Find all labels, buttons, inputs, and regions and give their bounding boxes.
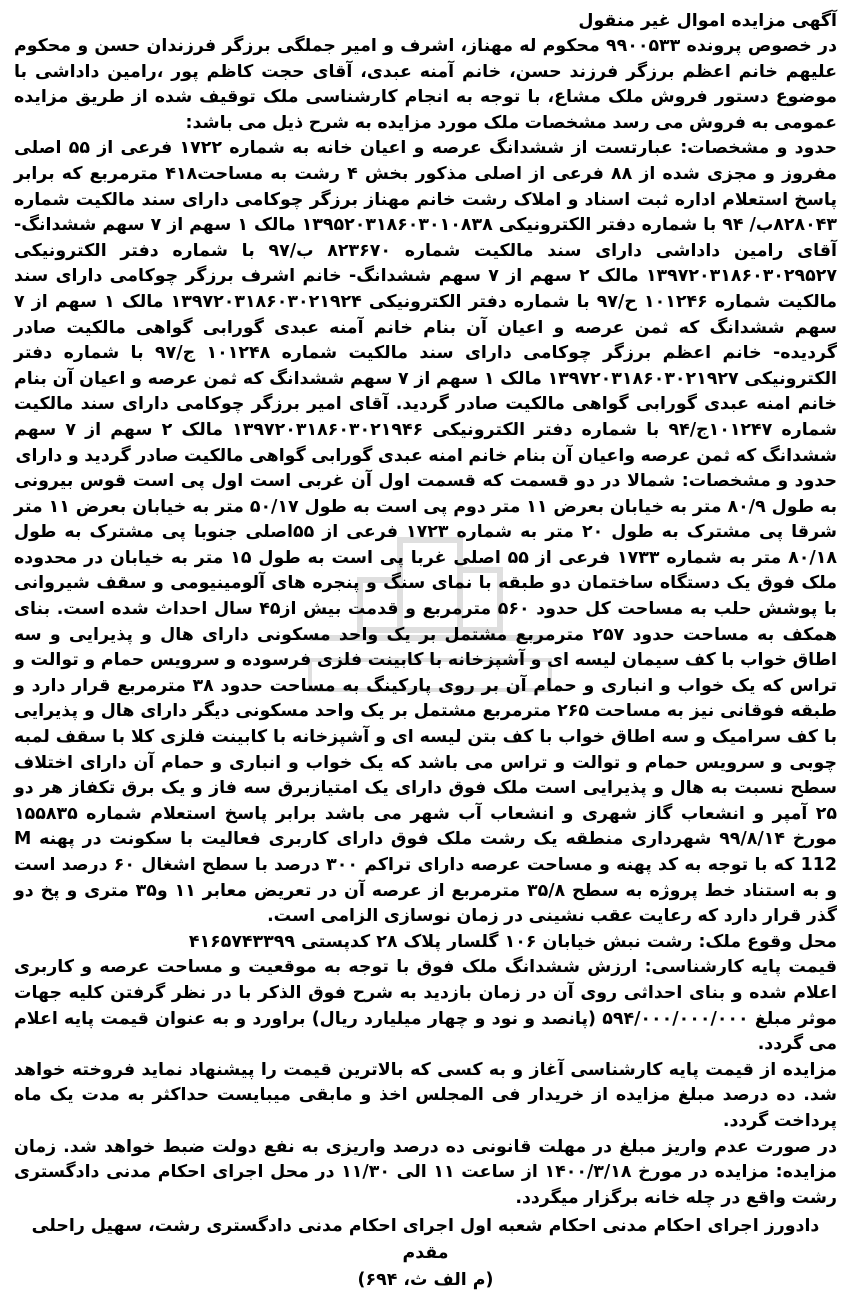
auction-notice (14, 8, 837, 1291)
notice-location: محل وقوع ملک: رشت نبش خیابان ۱۰۶ گلسار پلاک ۲۸ کدپستی ۴۱۶۵۷۴۳۳۹۹ (188, 931, 837, 952)
notice-auction-terms: مزایده از قیمت پایه کارشناسی آغاز و به کسی که بالاترین قیمت را پیشنهاد نماید فروخته خواهد شد. ده درصد مبلغ مزایده از خریدار فی المجلس اخذ و مابقی میبایست حداکثر به مدت یک ماه پرداخت گردد. (14, 1059, 837, 1131)
notice-signature: دادورز اجرای احکام مدنی احکام شعبه اول اجرای احکام مدنی دادگستری رشت، سهیل راحلی مقدم (31, 1216, 820, 1264)
notice-title: آگهی مزایده اموال غیر منقول (578, 11, 837, 31)
notice-boundaries-ownership: حدود و مشخصات: عبارتست از ششدانگ عرصه و اعیان خانه به شماره ۱۷۲۲ فرعی از ۵۵ اصلی مفروز و مجزی شده از ۸۸ فرعی از اصلی مذکور بخش ۴ رشت به مساحت۴۱۸ مترمربع که برابر پاسخ استعلام اداره ثبت اسناد و املاک رشت خانم مهناز برزگر چوکامی دارای سند مالکیت شماره ۸۲۸۰۴۳ب/ ۹۴ با شماره دفتر الکترونیکی ۱۳۹۵۲۰۳۱۸۶۰۳۰۱۰۸۳۸ مالک ۱ سهم از ۷ سهم ششدانگ- آقای رامین داداشی دارای سند مالکیت شماره ۸۲۳۶۷۰ ب/۹۷ با شماره دفتر الکترونیکی ۱۳۹۷۲۰۳۱۸۶۰۳۰۲۹۵۲۷ مالک ۲ سهم از ۷ سهم ششدانگ- خانم اشرف برزگر چوکامی دارای سند مالکیت شماره ۱۰۱۲۴۶ ح/۹۷ با شماره دفتر الکترونیکی ۱۳۹۷۲۰۳۱۸۶۰۳۰۲۱۹۲۴ مالک ۱ سهم از ۷ سهم ششدانگ که ثمن عرصه و اعیان آن بنام خانم آمنه عبدی گورابی گواهی مالکیت صادر گردیده- خانم اعظم برزگر چوکامی دارای سند مالکیت شماره ۱۰۱۲۴۸ ج/۹۷ با شماره دفتر الکترونیکی ۱۳۹۷۲۰۳۱۸۶۰۳۰۲۱۹۲۷ مالک ۱ سهم از ۷ سهم ششدانگ که ثمن عرصه و اعیان آن بنام خانم امنه عبدی گورابی گواهی مالکیت صادر گردید. آقای امیر برزگر چوکامی دارای سند مالکیت شماره ۱۰۱۲۴۷ج/۹۴ با شماره دفتر الکترونیکی ۱۳۹۷۲۰۳۱۸۶۰۳۰۲۱۹۴۶ مالک ۲ سهم از ۷ سهم ششدانگ که ثمن عرصه واعیان آن بنام خانم امنه عبدی گورابی گواهی مالکیت صادر گردید و دارای (14, 138, 837, 466)
notice-intro: در خصوص پرونده ۹۹۰۰۵۳۳ محکوم له مهناز، اشرف و امیر جملگی برزگر فرزندان حسن و محکوم علیهم خانم اعظم برزگر فرزند حسن، خانم آمنه عبدی، آقای حجت کاظم پور ،رامین داداشی با موضوع دستور فروش ملک مشاع، با توجه به انجام کارشناسی ملک توقیف شده از طریق مزایده عمومی به فروش می رسد مشخصات ملک مورد مزایده به شرح ذیل می باشد: (14, 36, 837, 133)
notice-auction-time: در صورت عدم واریز مبلغ در مهلت قانونی ده درصد واریزی به نفع دولت ضبط خواهد شد. زمان مزایده: مزایده در مورخ ۱۴۰۰/۳/۱۸ از ساعت ۱۱ الی ۱۱/۳۰ در محل اجرای احکام مدنی دادگستری رشت واقع در چله خانه برگزار میگردد. (14, 1136, 837, 1208)
notice-base-price: قیمت پایه کارشناسی: ارزش ششدانگ ملک فوق با توجه به موقعیت و مساحت عرصه و کاربری اعلام شده و بنای احداثی روی آن در زمان بازدید به شرح فوق الذکر با در نظر گرفتن کلیه جهات موثر مبلغ ۵۹۴/۰۰۰/۰۰۰/۰۰۰ (پانصد و نود و چهار میلیارد ریال) براورد و به عنوان قیمت پایه اعلام می گردد. (14, 957, 837, 1055)
notice-boundaries-description: حدود و مشخصات: شمالا در دو قسمت که قسمت اول آن غربی است اول پی است قوس بیرونی به طول ۸۰/۹ متر به خیابان بعرض ۱۱ متر دوم پی است به طول ۵۰/۱۷ متر به خیابان بعرض ۱۱ متر شرقا پی مشترک به طول ۲۰ متر به شماره ۱۷۲۳ فرعی از ۵۵اصلی جنوبا پی مشترک به طول ۸۰/۱۸ متر به شماره ۱۷۳۳ فرعی از ۵۵ اصلی غربا پی است به طول ۱۵ متر به خیابان در محدوده ملک فوق یک دستگاه ساختمان دو طبقه با نمای سنگ و پنجره های آلومینیومی و سقف شیروانی با پوشش حلب به مساحت کل حدود ۵۶۰ مترمربع و قدمت بیش از۴۵ سال احداث شده است. بنای همکف به مساحت حدود ۲۵۷ مترمربع مشتمل بر یک واحد مسکونی دارای هال و پذیرایی و سه اطاق خواب با کف سیمان لیسه ای و آشپزخانه با کابینت فلزی فرسوده و سرویس حمام و توالت و تراس که یک خواب و انباری و حمام آن بر روی پارکینگ به مساحت حدود ۳۸ مترمربع قرار دارد و طبقه فوقانی نیز به مساحت ۲۶۵ مترمربع مشتمل بر یک واحد مسکونی دیگر دارای هال و پذیرایی با کف سرامیک و سه اطاق خواب با کف بتن لیسه ای و آشپزخانه با کابینت فلزی کلا با سقف لمبه چوبی و سرویس حمام و توالت و تراس می باشد که یک خواب و انباری و حمام آن دارای اختلاف سطح نسبت به هال و پذیرایی است ملک فوق دارای یک امتیازبرق سه فاز و یک برق تکفاز هر دو ۲۵ آمپر و انشعاب گاز شهری و انشعاب آب شهر می باشد برابر پاسخ استعلام شماره ۱۵۵۸۳۵ مورخ ۹۹/۸/۱۴ شهرداری منطقه یک رشت ملک فوق دارای کاربری فعالیت با سکونت در پهنه M 112 که با توجه به کد پهنه و مساحت عرصه دارای تراکم ۳۰۰ درصد با سطح اشغال ۶۰ درصد است و به استناد خط پروژه به سطح ۳۵/۸ مترمربع از عرصه آن در تعریض معابر ۱۱ و۳۵ متری و پخ دو گذر قرار دارد که رعایت عقب نشینی در زمان نوسازی الزامی است. (14, 471, 837, 927)
notice-code: (م الف ث، ۶۹۴) (357, 1270, 494, 1291)
